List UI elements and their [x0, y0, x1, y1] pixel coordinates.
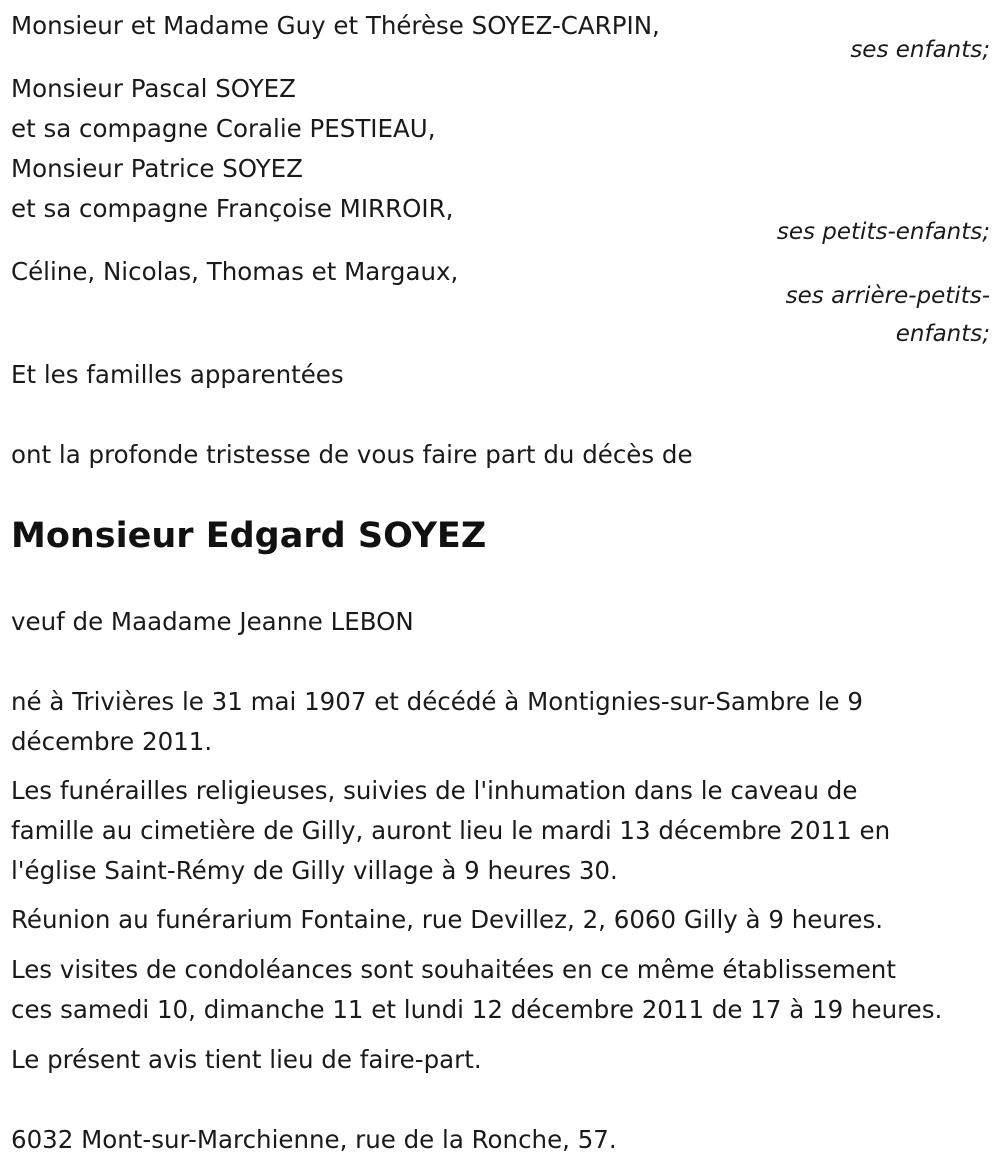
birth-death-line-2: décembre 2011.: [11, 727, 213, 756]
relatives-line: Et les familles apparentées: [11, 360, 344, 389]
notice-line: Le présent avis tient lieu de faire-part.: [11, 1045, 482, 1074]
address-line: 6032 Mont-sur-Marchienne, rue de la Ronche, 57.: [11, 1125, 617, 1154]
grandchild-line-2: et sa compagne Coralie PESTIEAU,: [11, 114, 436, 143]
children-label: ses enfants;: [850, 37, 990, 63]
children-line: Monsieur et Madame Guy et Thérèse SOYEZ-CARPIN,: [11, 11, 660, 40]
deceased-name: Monsieur Edgard SOYEZ: [11, 516, 487, 556]
grandchild-line-3: Monsieur Patrice SOYEZ: [11, 154, 303, 183]
birth-death-line-1: né à Trivières le 31 mai 1907 et décédé à Montignies-sur-Sambre le 9: [11, 687, 863, 716]
great-grandchildren-label-1: ses arrière-petits-: [785, 283, 990, 309]
funeral-line-3: l'église Saint-Rémy de Gilly village à 9 heures 30.: [11, 856, 618, 885]
visits-line-1: Les visites de condoléances sont souhaitées en ce même établissement: [11, 955, 896, 984]
funeral-line-2: famille au cimetière de Gilly, auront lieu le mardi 13 décembre 2011 en: [11, 816, 891, 845]
grandchild-line-4: et sa compagne Françoise MIRROIR,: [11, 194, 454, 223]
announcement-text: ont la profonde tristesse de vous faire part du décès de: [11, 440, 693, 469]
meeting-line: Réunion au funérarium Fontaine, rue Devillez, 2, 6060 Gilly à 9 heures.: [11, 905, 884, 934]
great-grandchildren-line: Céline, Nicolas, Thomas et Margaux,: [11, 257, 459, 286]
spouse-line: veuf de Maadame Jeanne LEBON: [11, 607, 414, 636]
visits-line-2: ces samedi 10, dimanche 11 et lundi 12 décembre 2011 de 17 à 19 heures.: [11, 995, 943, 1024]
great-grandchildren-label-2: enfants;: [895, 321, 990, 347]
grandchildren-label: ses petits-enfants;: [776, 219, 990, 245]
grandchild-line-1: Monsieur Pascal SOYEZ: [11, 74, 296, 103]
funeral-line-1: Les funérailles religieuses, suivies de l'inhumation dans le caveau de: [11, 776, 858, 805]
